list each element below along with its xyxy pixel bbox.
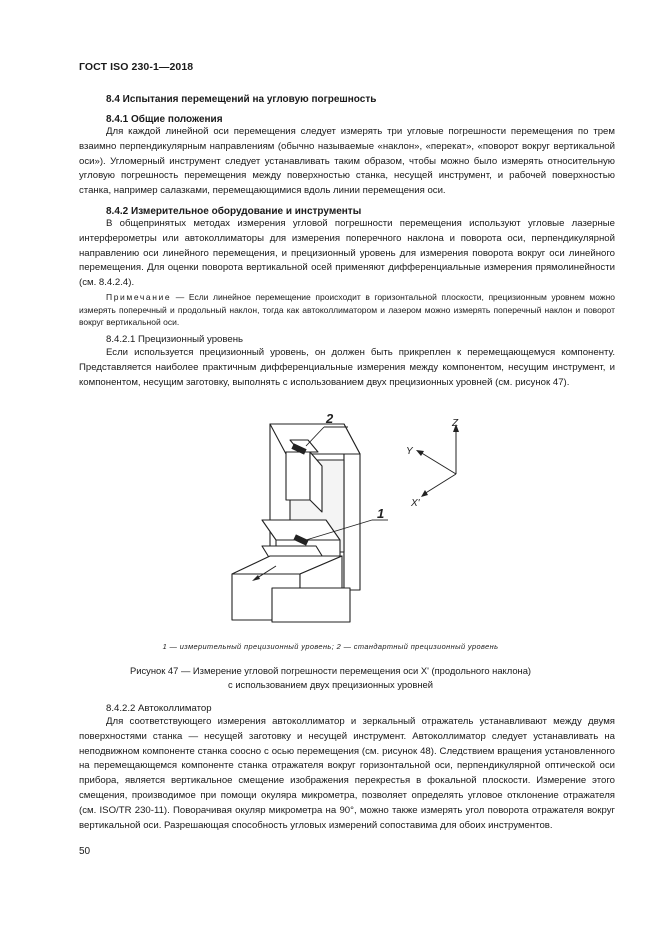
x-axis-arrow-icon — [421, 490, 428, 497]
x-axis-line — [424, 474, 456, 494]
figure-legend: 1 — измерительный прецизионный уровень; 2 — стандартный прецизионный уровень — [162, 642, 499, 651]
section-8-4-2-title: 8.4.2 Измерительное оборудование и инструменты — [106, 206, 362, 217]
page-number: 50 — [79, 846, 91, 857]
section-8-4-2-1-body: Если используется прецизионный уровень, он должен быть прикреплен к перемещающемуся компоненту. Представляется наиболее практичным дифференциальные измерения между компонентом, несущим инструмент, и компонентом, несущим заготовку, выполнять с использованием двух прецизионных уровней (см. рисунок 47). — [79, 347, 615, 388]
y-axis-arrow-icon — [416, 450, 424, 456]
note-label: Примечание — [106, 292, 172, 302]
axis-label-z: Z — [452, 418, 459, 429]
section-8-4-1-body: Для каждой линейной оси перемещения следует измерять три угловые погрешности перемещения по трем взаимно перпендикулярным направлениям (обычно называемые «наклон», «перекат», «поворот вокруг вертикальной оси»). Угломерный инструмент следует устанавливать таким образом, чтобы можно было измерять относительную угловую погрешность перемещения между поверхностью станка, несущей инструмент, и рабочей поверхностью станка, например салазками, перемещающимися вдоль линии перемещения оси. — [79, 126, 615, 197]
front-block — [272, 588, 350, 622]
section-8-4-2-2-body: Для соответствующего измерения автоколлиматор и зеркальный отражатель устанавливают между двумя поверхностями станка — несущей заготовку и несущей инструмент. Автоколлиматор следует устанавливать на неподвижном компоненте станка соосно с осью перемещения (см. рисунок 48). Следствием вращения установленного на перемещающемся компоненте станка отражателя вокруг горизонтальной оси, перпендикулярной оптической оси прибора, является вертикальное смещение изображения перекрестья в фокальной плоскости. Измерение этого смещения, производимое при помощи окуляра микрометра, позволяет определять угловое отклонение отражателя (см. ISO/TR 230-11). Поворачивая окуляр микрометра на 90°, можно также измерять угол поворота отражателя вокруг вертикальной оси. Разрешающая способность угловых измерений сопоставима для обоих инструментов. — [79, 716, 615, 831]
axis-label-y: Y — [406, 446, 413, 457]
note-text: — Если линейное перемещение происходит в горизонтальной плоскости, прецизионным уровнем можно измерять поперечный и продольный наклон, тогда как автоколлиматором и лазером можно измерять поперечный наклон и поворот вокруг вертикальной оси. — [79, 292, 615, 328]
section-8-4-title: 8.4 Испытания перемещений на угловую погрешность — [106, 94, 377, 105]
figure-caption — [0, 664, 661, 692]
spindle-head-front — [286, 452, 310, 500]
section-8-4-2-body: В общепринятых методах измерения угловой погрешности перемещения используют угловые лазерные интерферометры или автоколлиматоры для измерения поперечного наклона и поворота оси, перпендикулярной направлению оси линейного перемещения, и прецизионный уровень для измерения поворота вокруг оси линейного перемещения. Для оценки поворота вертикальной осей применяют дифференциальные измерения прямолинейности (см. 8.4.2.4). — [79, 218, 615, 289]
standard-header: ГОСТ ISO 230-1—2018 — [79, 61, 194, 73]
section-8-4-2-1-title: 8.4.2.1 Прецизионный уровень — [106, 334, 244, 345]
section-8-4-2-2-title: 8.4.2.2 Автоколлиматор — [106, 703, 212, 714]
figure-caption-line-2: с использованием двух прецизионных уровней — [228, 679, 433, 690]
figure-label-1: 1 — [377, 506, 385, 521]
figure-caption-line-1: Рисунок 47 — Измерение угловой погрешности перемещения оси X' (продольного наклона) — [129, 665, 532, 676]
figure-label-2: 2 — [326, 411, 334, 426]
axis-label-x: X' — [411, 498, 420, 509]
y-axis-line — [420, 452, 456, 474]
section-8-4-1-title: 8.4.1 Общие положения — [106, 114, 223, 125]
